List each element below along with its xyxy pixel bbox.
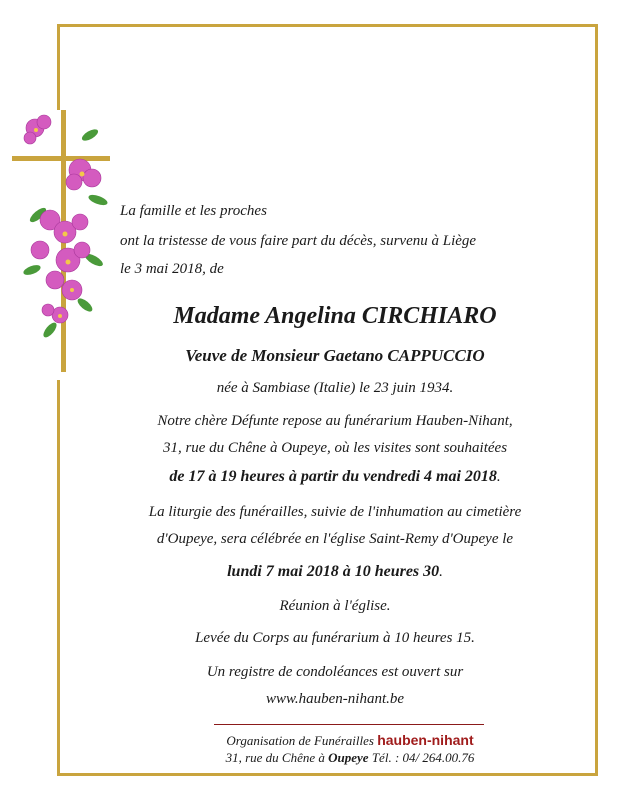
footer-tel: Tél. : 04/ 264.00.76 (371, 750, 475, 765)
liturgy-line-1: La liturgie des funérailles, suivie de l'inhumation au cimetière (148, 504, 522, 520)
liturgy-period: . (439, 564, 443, 580)
footer-rule (214, 724, 484, 725)
footer-addr-prefix: 31, rue du Chêne à (225, 750, 325, 765)
footer-addr-city: Oupeye (328, 750, 369, 765)
visits-hours: de 17 à 19 heures à partir du vendredi 4 mai 2018 (169, 468, 497, 485)
intro-line-3: le 3 mai 2018, de (120, 261, 224, 277)
footer-address (180, 750, 520, 766)
meeting-line: Réunion à l'église. (279, 598, 391, 614)
registry-line: Un registre de condoléances est ouvert sur (206, 664, 464, 680)
intro-line-1: La famille et les proches (120, 203, 267, 219)
liturgy-date-bold: lundi 7 mai 2018 à 10 heures 30 (227, 563, 440, 580)
visits-line-1: Notre chère Défunte repose au funérarium Hauben-Nihant, (157, 413, 513, 429)
liturgy-line-2: d'Oupeye, sera célébrée en l'église Saint-Remy d'Oupeye le (156, 531, 514, 547)
liturgy-date (100, 563, 570, 581)
visits-line-2: 31, rue du Chêne à Oupeye, où les visites sont souhaitées (162, 440, 508, 456)
levee-line: Levée du Corps au funérarium à 10 heures 15. (195, 630, 475, 646)
visits-period: . (496, 469, 501, 485)
footer-org (180, 732, 520, 749)
visits-line-3 (100, 468, 570, 486)
deceased-name: Madame Angelina CIRCHIARO (173, 303, 497, 329)
cross-with-flowers-icon (10, 110, 120, 380)
birth-line: née à Sambiase (Italie) le 23 juin 1934. (216, 380, 454, 396)
brand-logo: hauben-nihant (377, 732, 474, 748)
intro-line-2: ont la tristesse de vous faire part du décès, survenu à Liège (120, 233, 477, 249)
spouse-line: Veuve de Monsieur Gaetano CAPPUCCIO (185, 346, 485, 365)
registry-url[interactable]: www.hauben-nihant.be (265, 691, 405, 707)
footer-org-prefix: Organisation de Funérailles (226, 733, 374, 748)
